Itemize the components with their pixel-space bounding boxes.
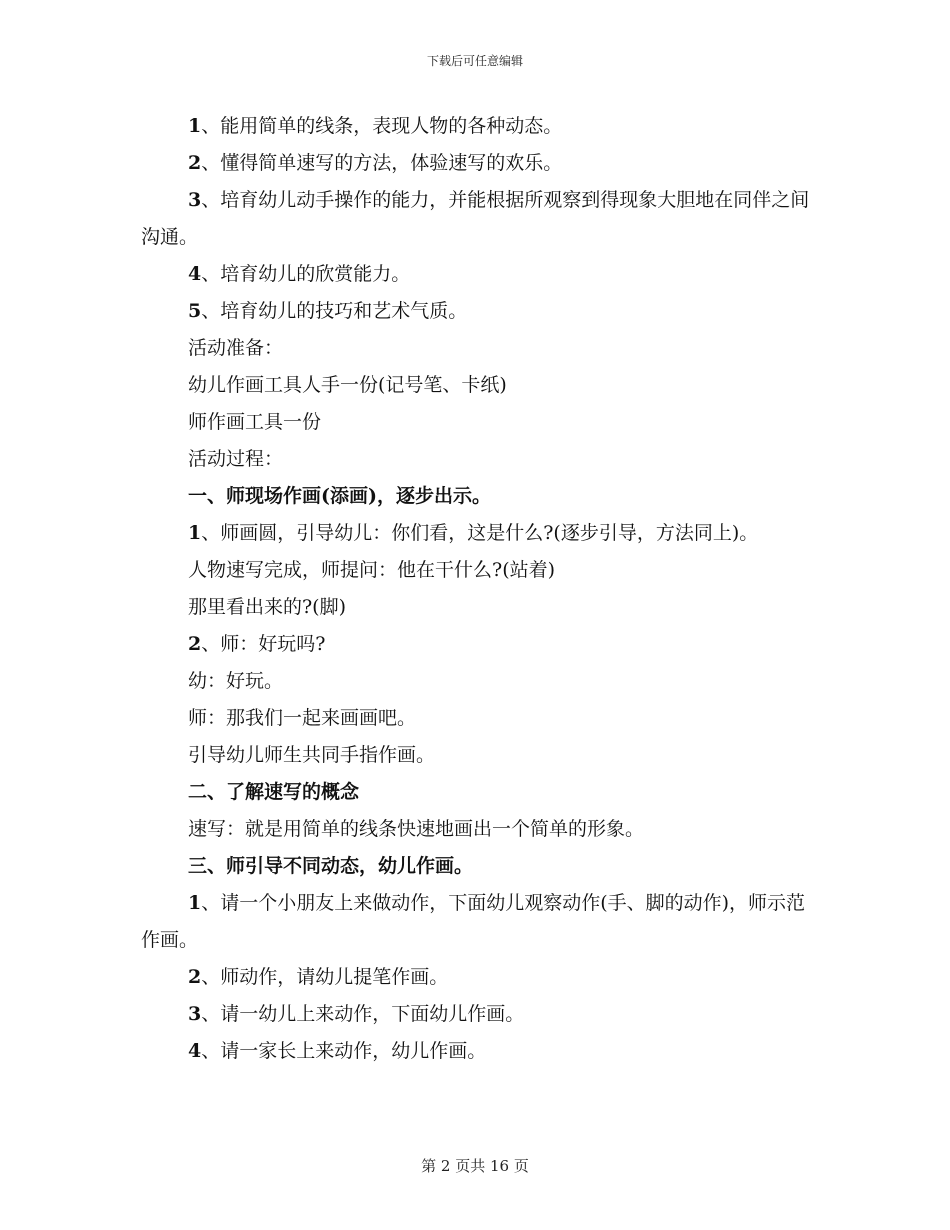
paragraph: [141, 552, 821, 589]
item-number: 3: [188, 1003, 202, 1025]
paragraph: [141, 626, 821, 663]
paragraph-text: 活动过程：: [188, 448, 284, 470]
section-heading: [141, 774, 821, 811]
paragraph-text: 、师动作，请幼儿提笔作画。: [201, 966, 449, 988]
item-number: 2: [188, 966, 202, 988]
paragraph: [141, 108, 821, 145]
paragraph-text: 师：那我们一起来画画吧。: [188, 707, 417, 729]
paragraph: [141, 182, 821, 256]
section-heading: [141, 478, 821, 515]
paragraph-text: 人物速写完成，师提问：他在干什么?(站着): [188, 559, 556, 581]
document-body: [141, 108, 821, 1070]
section-heading: [141, 848, 821, 885]
paragraph: [141, 959, 821, 996]
paragraph: [141, 441, 821, 478]
paragraph-text: 引导幼儿师生共同手指作画。: [188, 744, 436, 766]
item-number: 1: [188, 892, 202, 914]
heading-text: 三、师引导不同动态，幼儿作画。: [188, 855, 474, 877]
item-number: 1: [188, 522, 202, 544]
paragraph: [141, 367, 821, 404]
paragraph-text: 、懂得简单速写的方法，体验速写的欢乐。: [201, 152, 563, 174]
paragraph-text: 幼：好玩。: [188, 670, 284, 692]
paragraph-text: 、师：好玩吗?: [201, 633, 326, 655]
paragraph: [141, 404, 821, 441]
paragraph: [141, 811, 821, 848]
paragraph: [141, 256, 821, 293]
item-number: 3: [188, 189, 202, 211]
paragraph-text: 、请一个小朋友上来做动作，下面幼儿观察动作(手、脚的动作)，师示范作画。: [141, 892, 806, 951]
paragraph: [141, 885, 821, 959]
item-number: 4: [188, 263, 202, 285]
item-number: 2: [188, 152, 202, 174]
paragraph-text: 速写：就是用简单的线条快速地画出一个简单的形象。: [188, 818, 645, 840]
paragraph: [141, 1033, 821, 1070]
paragraph-text: 、培育幼儿的欣赏能力。: [201, 263, 411, 285]
paragraph-text: 幼儿作画工具人手一份(记号笔、卡纸): [188, 374, 507, 396]
paragraph: [141, 145, 821, 182]
paragraph-text: 那里看出来的?(脚): [188, 596, 347, 618]
item-number: 2: [188, 633, 202, 655]
paragraph-text: 活动准备：: [188, 337, 284, 359]
paragraph: [141, 293, 821, 330]
item-number: 5: [188, 300, 202, 322]
paragraph-text: 、能用简单的线条，表现人物的各种动态。: [201, 115, 563, 137]
paragraph: [141, 515, 821, 552]
paragraph-text: 、请一家长上来动作，幼儿作画。: [201, 1040, 487, 1062]
paragraph: [141, 663, 821, 700]
item-number: 1: [188, 115, 202, 137]
heading-text: 二、了解速写的概念: [188, 781, 360, 803]
paragraph-text: 师作画工具一份: [188, 411, 322, 433]
paragraph: [141, 330, 821, 367]
paragraph: [141, 737, 821, 774]
paragraph-text: 、请一幼儿上来动作，下面幼儿作画。: [201, 1003, 525, 1025]
heading-text: 一、师现场作画(添画)，逐步出示。: [188, 485, 491, 507]
paragraph-text: 、师画圆，引导幼儿：你们看，这是什么?(逐步引导，方法同上)。: [201, 522, 759, 544]
paragraph: [141, 589, 821, 626]
paragraph: [141, 700, 821, 737]
paragraph-text: 、培育幼儿动手操作的能力，并能根据所观察到得现象大胆地在同伴之间沟通。: [141, 189, 810, 248]
page-footer: 第 2 页共 16 页: [421, 1157, 529, 1175]
item-number: 4: [188, 1040, 202, 1062]
paragraph-text: 、培育幼儿的技巧和艺术气质。: [201, 300, 468, 322]
page-header: 下载后可任意编辑: [426, 54, 523, 68]
paragraph: [141, 996, 821, 1033]
